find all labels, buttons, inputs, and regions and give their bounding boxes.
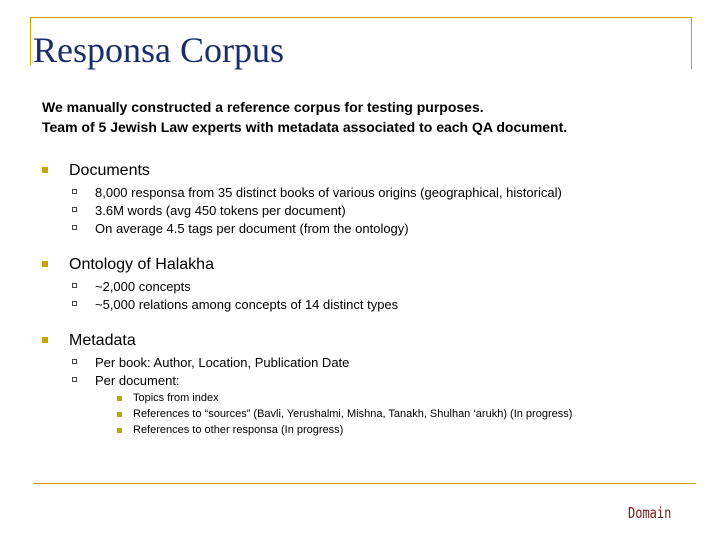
sub-list-item	[42, 406, 702, 422]
section-documents	[42, 158, 702, 238]
hollow-square-bullet-icon	[72, 207, 77, 212]
list-item	[42, 202, 702, 220]
square-bullet-icon	[42, 261, 48, 267]
section-heading-label: Metadata	[69, 332, 136, 349]
list-item-label: 3.6M words (avg 450 tokens per document)	[95, 203, 346, 218]
sub-list-item	[42, 390, 702, 406]
intro-text	[42, 97, 702, 137]
sub-list-item-label: References to other responsa (In progress)	[133, 424, 344, 436]
list-item	[42, 184, 702, 202]
square-bullet-icon	[42, 167, 48, 173]
list-item	[42, 278, 702, 296]
list-item	[42, 296, 702, 314]
small-square-bullet-icon	[117, 396, 122, 401]
section-metadata	[42, 328, 702, 438]
hollow-square-bullet-icon	[72, 301, 77, 306]
hollow-square-bullet-icon	[72, 283, 77, 288]
list-item-label: Per book: Author, Location, Publication Date	[95, 355, 350, 370]
intro-line: We manually constructed a reference corpus for testing purposes.	[42, 99, 484, 115]
bullet-list	[42, 158, 702, 438]
hollow-square-bullet-icon	[72, 225, 77, 230]
section-heading-label: Documents	[69, 162, 150, 179]
list-item-label: ~5,000 relations among concepts of 14 distinct types	[95, 297, 399, 312]
list-item	[42, 354, 702, 372]
footer-domain-label: Domain	[628, 504, 672, 522]
section-ontology	[42, 252, 702, 314]
hollow-square-bullet-icon	[72, 189, 77, 194]
list-item	[42, 372, 702, 390]
small-square-bullet-icon	[117, 412, 122, 417]
frame-right-rule	[691, 17, 692, 69]
list-item-label: 8,000 responsa from 35 distinct books of various origins (geographical, historical)	[95, 185, 562, 200]
section-heading	[42, 252, 702, 278]
frame-top-rule	[30, 17, 692, 18]
sub-list-item	[42, 422, 702, 438]
intro-line: Team of 5 Jewish Law experts with metadata associated to each QA document.	[42, 119, 568, 135]
sub-list-item-label: References to “sources” (Bavli, Yerushalmi, Mishna, Tanakh, Shulhan ‘arukh) (In progress)	[133, 408, 573, 420]
footer-rule	[33, 483, 696, 484]
section-heading-label: Ontology of Halakha	[69, 256, 214, 273]
hollow-square-bullet-icon	[72, 359, 77, 364]
slide-title: Responsa Corpus	[33, 30, 284, 70]
small-square-bullet-icon	[117, 428, 122, 433]
list-item-label: Per document:	[95, 373, 180, 388]
list-item	[42, 220, 702, 238]
hollow-square-bullet-icon	[72, 377, 77, 382]
frame-left-rule	[30, 17, 31, 65]
list-item-label: ~2,000 concepts	[95, 279, 191, 294]
sub-list-item-label: Topics from index	[133, 392, 219, 404]
square-bullet-icon	[42, 337, 48, 343]
section-heading	[42, 158, 702, 184]
section-heading	[42, 328, 702, 354]
list-item-label: On average 4.5 tags per document (from the ontology)	[95, 221, 409, 236]
